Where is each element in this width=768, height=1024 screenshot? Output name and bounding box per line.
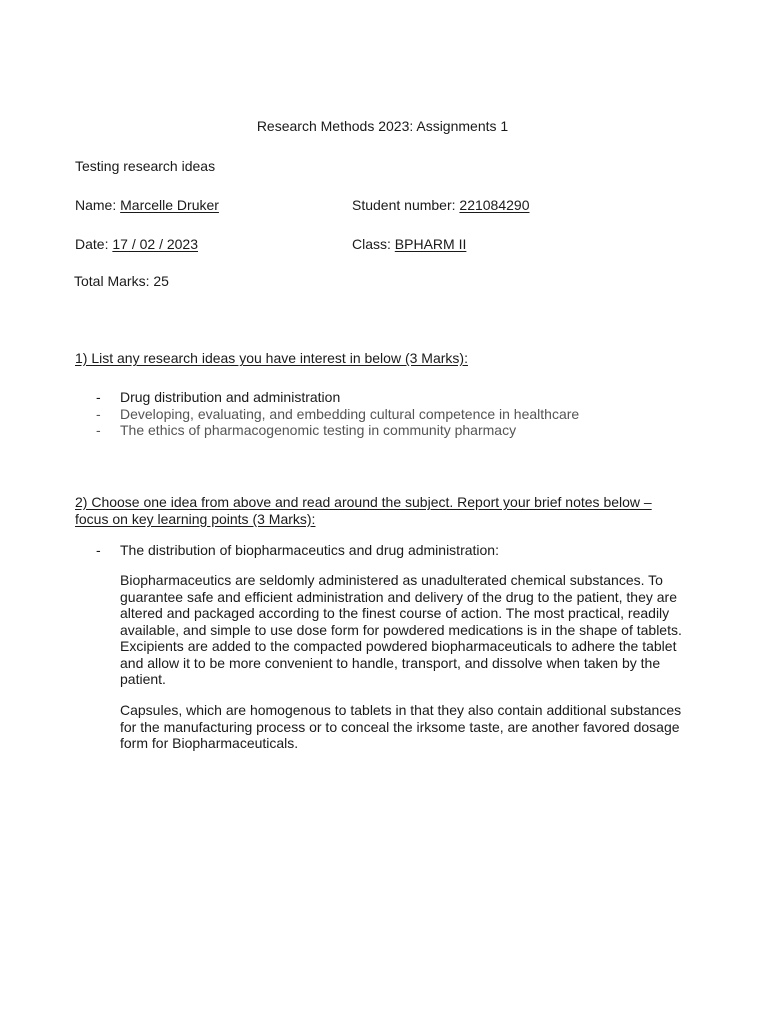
name-label: Name: [75,197,121,213]
document-subtitle: Testing research ideas [75,158,216,174]
list-item [96,542,499,559]
student-number-value: 221084290 [459,197,530,213]
list-item [96,422,579,439]
class-line [352,236,466,253]
list-item-text: The ethics of pharmacogenomic testing in community pharmacy [120,422,517,438]
list-item [96,406,579,423]
list-item-text: Drug distribution and administration [120,389,341,405]
class-value: BPHARM II [394,236,467,252]
list-item-text: Developing, evaluating, and embedding cultural competence in healthcare [120,405,580,422]
student-number-label: Student number: [352,197,460,213]
notes-list [96,542,499,559]
date-line [75,236,198,253]
name-value: Marcelle Druker [120,197,219,213]
date-value: 17 / 02 / 2023 [112,236,198,252]
date-label: Date: [75,236,113,252]
question-2-heading: 2) Choose one idea from above and read around the subject. Report your brief notes below – focus on key learning points (3 Marks): [75,494,652,527]
list-item-text: The distribution of biopharmaceutics and drug administration: [120,542,499,558]
name-line [75,197,219,214]
student-number-line [352,197,529,214]
research-ideas-list [96,389,579,439]
question-1-heading: 1) List any research ideas you have interest in below (3 Marks): [75,350,468,366]
list-item [96,389,579,406]
document-title: Research Methods 2023: Assignments 1 [256,118,509,134]
bullet-dash: - [96,422,101,438]
bullet-dash: - [96,389,101,405]
total-marks: Total Marks: 25 [74,273,169,289]
bullet-dash: - [96,542,101,558]
class-label: Class: [352,236,395,252]
notes-paragraph-2: Capsules, which are homogenous to tablets in that they also contain additional substances for the manufacturing process or to conceal the irksome taste, are another favored dosage form for Biopharmaceuticals. [120,702,682,751]
bullet-dash: - [96,405,101,422]
notes-paragraph-1: Biopharmaceutics are seldomly administered as unadulterated chemical substances. To guarantee safe and efficient administration and delivery of the drug to the patient, they are altered and packaged according to the finest course of action. The most practical, readily available, and simple to use dose form for powdered medications is in the shape of tablets. Excipients are added to the compacted powdered biopharmaceuticals to adhere the tablet and allow it to be more convenient to handle, transport, and dissolve when taken by the patient. [120,572,682,687]
